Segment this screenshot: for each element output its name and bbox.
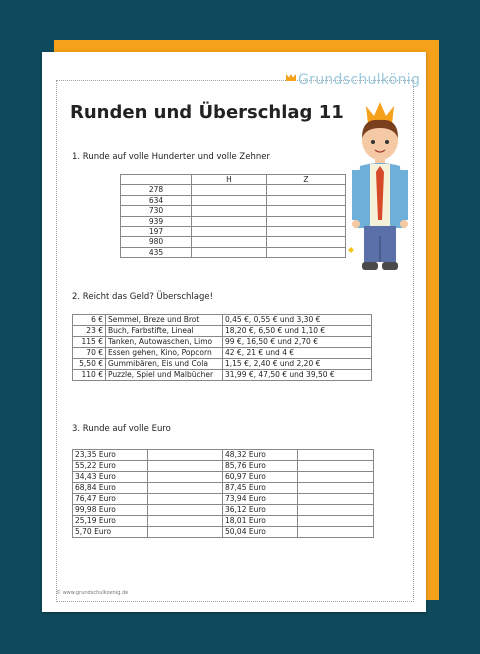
table-row: 110 € Puzzle, Spiel und Malbücher 31,99 €, 47,50 € und 39,50 € [73,370,372,381]
crown-icon [286,74,296,81]
table-row: 980 [121,237,346,247]
boy-illustration [344,100,416,276]
table-row: 278 [121,185,346,195]
table-row: 70 € Essen gehen, Kino, Popcorn 42 €, 21 € und 4 € [73,348,372,359]
table-row: 99,98 Euro 36,12 Euro [73,505,374,516]
section-1-heading: 1. Runde auf volle Hunderter und volle Zehner [72,152,270,162]
page-title: Runden und Überschlag 11 [70,102,344,123]
table-row: 6 € Semmel, Breze und Brot 0,45 €, 0,55 € und 3,30 € [73,315,372,326]
column-z: Z [267,175,346,185]
money-table [72,314,372,381]
worksheet [42,52,426,612]
logo [286,72,420,88]
table-row: 730 [121,206,346,216]
table-row: 5,50 € Gummibären, Eis und Cola 1,15 €, 2,40 € und 2,20 € [73,359,372,370]
section-3-heading: 3. Runde auf volle Euro [72,424,171,434]
rounding-table [120,174,346,258]
table-row: 634 [121,195,346,205]
section-2-heading: 2. Reicht das Geld? Überschlage! [72,292,213,302]
footer-copyright: © www.grundschulkoenig.de [56,590,129,596]
euro-table [72,449,374,538]
table-row: 76,47 Euro 73,94 Euro [73,494,374,505]
table-row: 23 € Buch, Farbstifte, Lineal 18,20 €, 6,50 € und 1,10 € [73,326,372,337]
column-h: H [192,175,267,185]
table-row: 5,70 Euro 50,04 Euro [73,527,374,538]
table-row: 115 € Tanken, Autowaschen, Limo 99 €, 16,50 € und 2,70 € [73,337,372,348]
table-row: 68,84 Euro 87,45 Euro [73,483,374,494]
table-row: 34,43 Euro 60,97 Euro [73,472,374,483]
table-row: 435 [121,247,346,257]
logo-text: Grundschulkönig [298,72,421,88]
table-row: 197 [121,227,346,237]
table-row: 23,35 Euro 48,32 Euro [73,450,374,461]
table-row: 55,22 Euro 85,76 Euro [73,461,374,472]
table-row: 25,19 Euro 18,01 Euro [73,516,374,527]
table-row: 939 [121,216,346,226]
table-row [121,175,346,185]
